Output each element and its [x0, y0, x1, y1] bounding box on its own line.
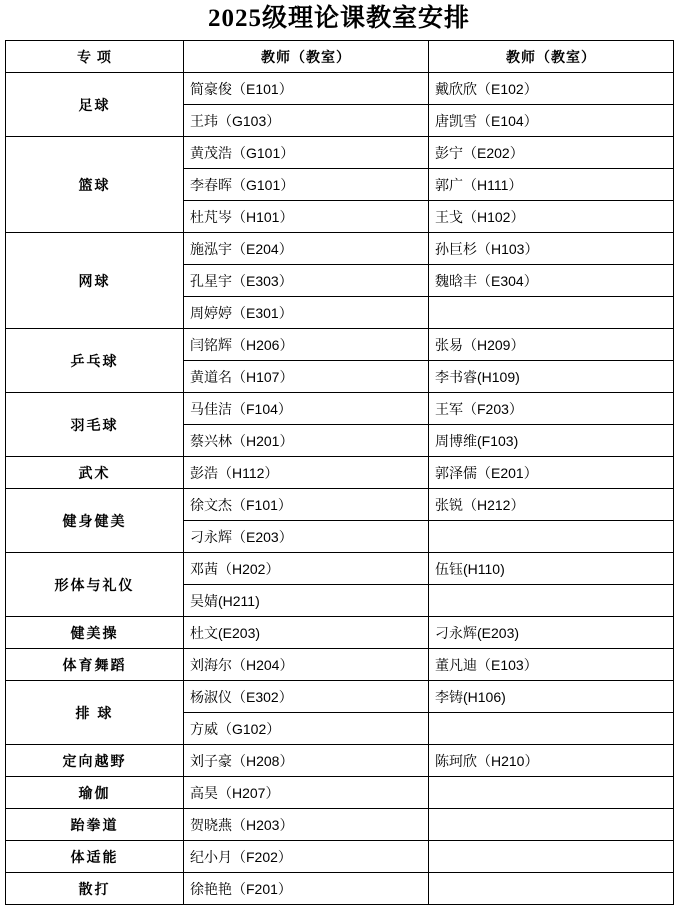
teacher-classroom-cell: 刘子豪（H208）	[184, 745, 429, 777]
teacher-classroom-cell: 伍钰(H110)	[429, 553, 674, 585]
teacher-classroom-cell: 李春晖（G101）	[184, 169, 429, 201]
column-header-sport: 专 项	[6, 41, 184, 73]
empty-cell	[429, 873, 674, 905]
teacher-classroom-cell: 高昊（H207）	[184, 777, 429, 809]
sport-name-cell: 健美操	[6, 617, 184, 649]
column-header-teacher-1: 教师（教室）	[184, 41, 429, 73]
sport-name-cell: 体育舞蹈	[6, 649, 184, 681]
empty-cell	[429, 521, 674, 553]
teacher-classroom-cell: 吴婧(H211)	[184, 585, 429, 617]
teacher-classroom-cell: 简豪俊（E101）	[184, 73, 429, 105]
sport-name-cell: 健身健美	[6, 489, 184, 553]
table-body	[6, 73, 674, 905]
teacher-classroom-cell: 邓茜（H202）	[184, 553, 429, 585]
teacher-classroom-cell: 施泓宇（E204）	[184, 233, 429, 265]
teacher-classroom-cell: 黄茂浩（G101）	[184, 137, 429, 169]
table-row	[6, 73, 674, 105]
table-row	[6, 777, 674, 809]
table-row	[6, 137, 674, 169]
teacher-classroom-cell: 杜芃岑（H101）	[184, 201, 429, 233]
teacher-classroom-cell: 彭浩（H112）	[184, 457, 429, 489]
empty-cell	[429, 777, 674, 809]
table-row	[6, 489, 674, 521]
sport-name-cell: 篮球	[6, 137, 184, 233]
teacher-classroom-cell: 徐文杰（F101）	[184, 489, 429, 521]
teacher-classroom-cell: 刁永辉(E203)	[429, 617, 674, 649]
teacher-classroom-cell: 彭宁（E202）	[429, 137, 674, 169]
teacher-classroom-cell: 杨淑仪（E302）	[184, 681, 429, 713]
empty-cell	[429, 585, 674, 617]
teacher-classroom-cell: 周博维(F103)	[429, 425, 674, 457]
teacher-classroom-cell: 徐艳艳（F201）	[184, 873, 429, 905]
table-row	[6, 233, 674, 265]
table-row	[6, 745, 674, 777]
table-row	[6, 809, 674, 841]
teacher-classroom-cell: 魏晗丰（E304）	[429, 265, 674, 297]
sport-name-cell: 足球	[6, 73, 184, 137]
empty-cell	[429, 841, 674, 873]
teacher-classroom-cell: 周婷婷（E301）	[184, 297, 429, 329]
table-row	[6, 393, 674, 425]
teacher-classroom-cell: 黄道名（H107）	[184, 361, 429, 393]
table-row	[6, 841, 674, 873]
classroom-schedule-table	[5, 40, 674, 905]
sport-name-cell: 定向越野	[6, 745, 184, 777]
sport-name-cell: 排 球	[6, 681, 184, 745]
teacher-classroom-cell: 孙巨杉（H103）	[429, 233, 674, 265]
teacher-classroom-cell: 张易（H209）	[429, 329, 674, 361]
table-row	[6, 873, 674, 905]
sport-name-cell: 瑜伽	[6, 777, 184, 809]
teacher-classroom-cell: 李铸(H106)	[429, 681, 674, 713]
column-header-teacher-2: 教师（教室）	[429, 41, 674, 73]
teacher-classroom-cell: 郭广（H111）	[429, 169, 674, 201]
teacher-classroom-cell: 马佳洁（F104）	[184, 393, 429, 425]
teacher-classroom-cell: 方威（G102）	[184, 713, 429, 745]
table-row	[6, 617, 674, 649]
table-row	[6, 553, 674, 585]
teacher-classroom-cell: 刘海尔（H204）	[184, 649, 429, 681]
teacher-classroom-cell: 孔星宇（E303）	[184, 265, 429, 297]
sport-name-cell: 体适能	[6, 841, 184, 873]
empty-cell	[429, 809, 674, 841]
teacher-classroom-cell: 杜文(E203)	[184, 617, 429, 649]
sport-name-cell: 网球	[6, 233, 184, 329]
teacher-classroom-cell: 闫铭辉（H206）	[184, 329, 429, 361]
table-row	[6, 457, 674, 489]
sport-name-cell: 乒乓球	[6, 329, 184, 393]
teacher-classroom-cell: 唐凯雪（E104）	[429, 105, 674, 137]
sport-name-cell: 武术	[6, 457, 184, 489]
table-header	[6, 41, 674, 73]
table-row	[6, 649, 674, 681]
teacher-classroom-cell: 纪小月（F202）	[184, 841, 429, 873]
teacher-classroom-cell: 戴欣欣（E102）	[429, 73, 674, 105]
table-header-row	[6, 41, 674, 73]
teacher-classroom-cell: 陈珂欣（H210）	[429, 745, 674, 777]
sport-name-cell: 散打	[6, 873, 184, 905]
sport-name-cell: 羽毛球	[6, 393, 184, 457]
page-title: 2025级理论课教室安排	[207, 5, 470, 32]
teacher-classroom-cell: 郭泽儒（E201）	[429, 457, 674, 489]
teacher-classroom-cell: 李书睿(H109)	[429, 361, 674, 393]
sport-name-cell: 跆拳道	[6, 809, 184, 841]
teacher-classroom-cell: 蔡兴林（H201）	[184, 425, 429, 457]
table-row	[6, 681, 674, 713]
teacher-classroom-cell: 王戈（H102）	[429, 201, 674, 233]
teacher-classroom-cell: 王军（F203）	[429, 393, 674, 425]
empty-cell	[429, 297, 674, 329]
teacher-classroom-cell: 张锐（H212）	[429, 489, 674, 521]
table-row	[6, 329, 674, 361]
teacher-classroom-cell: 王玮（G103）	[184, 105, 429, 137]
teacher-classroom-cell: 刁永辉（E203）	[184, 521, 429, 553]
teacher-classroom-cell: 董凡迪（E103）	[429, 649, 674, 681]
empty-cell	[429, 713, 674, 745]
teacher-classroom-cell: 贺晓燕（H203）	[184, 809, 429, 841]
sport-name-cell: 形体与礼仪	[6, 553, 184, 617]
